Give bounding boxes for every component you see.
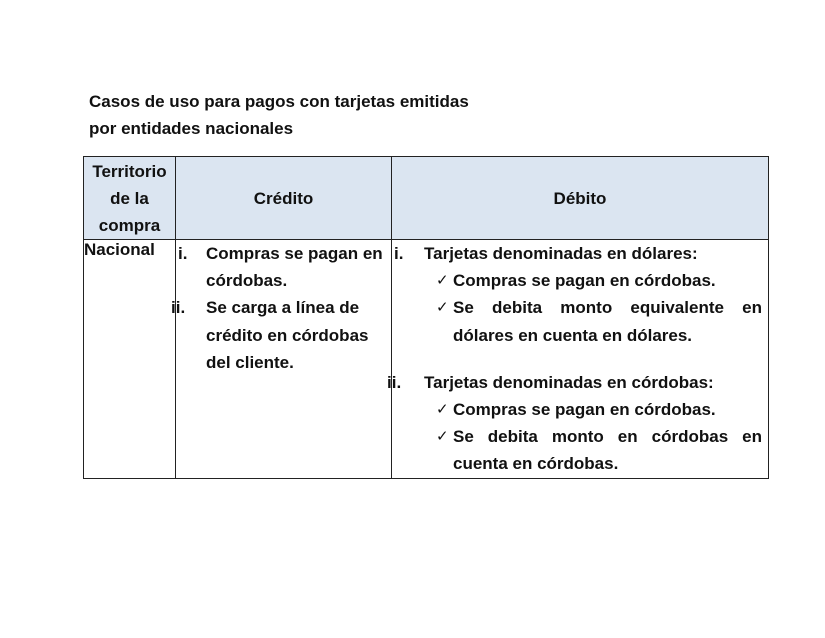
debito-subitem-text: Compras se pagan en córdobas. <box>453 400 716 420</box>
header-credito: Crédito <box>176 157 392 240</box>
credito-item-text: Compras se pagan en córdobas. <box>206 244 383 291</box>
title-line-2: por entidades nacionales <box>89 119 294 138</box>
debito-item-text: Tarjetas denominadas en córdobas: <box>424 372 714 392</box>
document-title <box>89 88 469 142</box>
credito-cell <box>171 240 392 479</box>
debito-subitem <box>392 423 768 477</box>
list-marker: i. <box>394 244 404 263</box>
header-territorio-line-3: compra <box>98 215 161 235</box>
territory-cell: Nacional <box>84 240 176 479</box>
debito-cell <box>387 240 769 479</box>
table-row <box>84 240 769 479</box>
table-header <box>84 157 769 240</box>
debito-subitem <box>392 294 768 348</box>
checkmark-icon: ✓ <box>436 272 449 290</box>
header-territorio-line-2: de la <box>110 188 149 208</box>
debito-subitem <box>392 267 768 294</box>
header-debito: Débito <box>392 157 769 240</box>
debito-item-1 <box>392 240 768 267</box>
debito-subitem-text: Se debita monto en córdobas en cuenta en córdobas. <box>453 427 762 474</box>
credito-item-1 <box>176 240 391 294</box>
debito-subitem-text: Se debita monto equivalente en dólares en cuenta en dólares. <box>453 298 762 345</box>
list-marker: ii. <box>387 372 402 392</box>
checkmark-icon: ✓ <box>436 428 449 446</box>
debito-item-text: Tarjetas denominadas en dólares: <box>424 244 698 263</box>
credito-item-text: Se carga a línea de crédito en córdobas del cliente. <box>206 298 369 372</box>
header-territorio-line-1: Territorio <box>92 161 167 181</box>
debito-item-2 <box>387 369 768 396</box>
header-territorio <box>84 157 176 240</box>
spacer <box>392 349 768 369</box>
list-marker: ii. <box>171 298 186 318</box>
debito-subitem <box>392 396 768 423</box>
credito-item-2 <box>171 294 391 376</box>
debito-subitem-text: Compras se pagan en córdobas. <box>453 271 716 291</box>
use-cases-table <box>83 156 769 479</box>
checkmark-icon: ✓ <box>436 401 449 419</box>
list-marker: i. <box>178 244 188 263</box>
header-row <box>84 157 769 240</box>
title-line-1: Casos de uso para pagos con tarjetas emitidas <box>89 92 469 111</box>
checkmark-icon: ✓ <box>436 299 449 317</box>
